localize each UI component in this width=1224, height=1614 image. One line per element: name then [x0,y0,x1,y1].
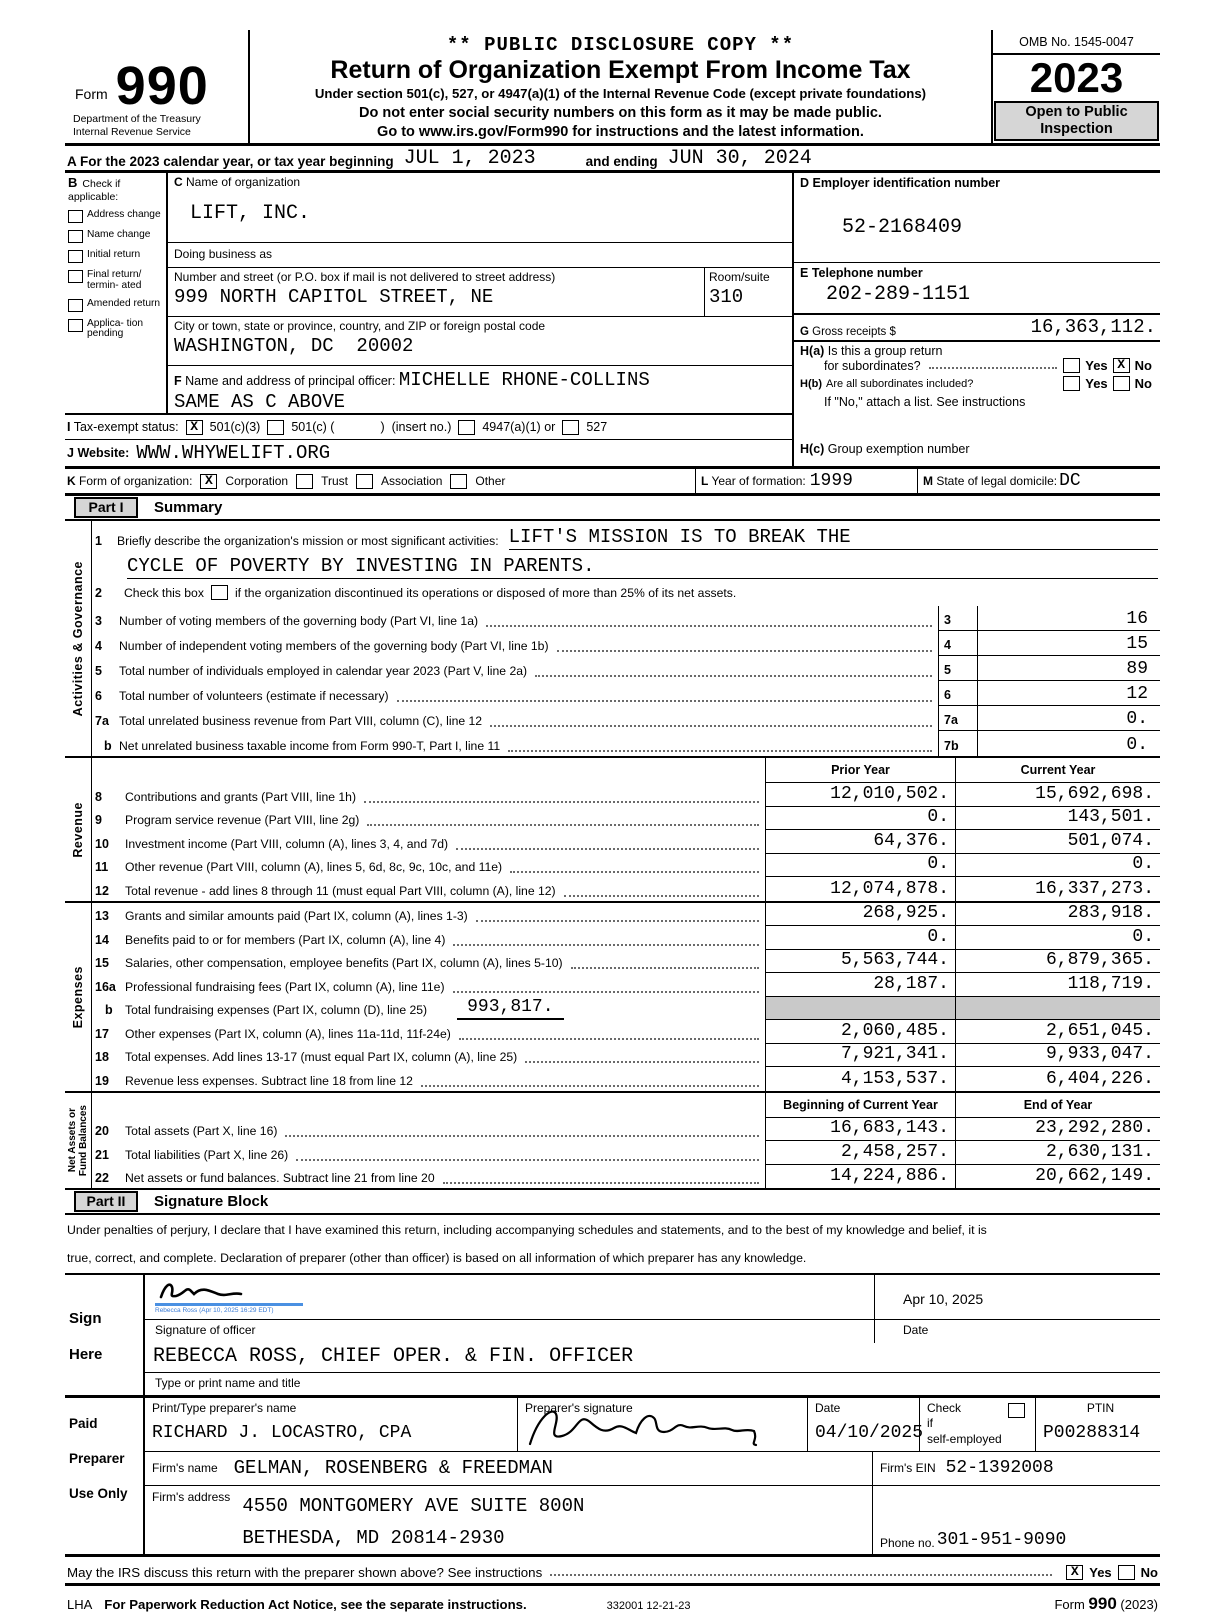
form-number: 990 [115,56,209,116]
irs-discuss-yes-checkbox[interactable]: X [1066,1565,1083,1580]
line-3-voting-members: 3 Number of voting members of the governing body (Part VI, line 1a) 3 16 [92,606,1160,631]
form-code: 332001 12-21-23 [606,1600,691,1613]
beginning-of-year-header: Beginning of Current Year [765,1093,955,1118]
gross-receipts-field[interactable]: 16,363,112. [1030,316,1156,339]
paid-word: Paid [69,1415,98,1431]
address-change-row: Address change [68,210,164,223]
principal-officer-address-field[interactable]: SAME AS C ABOVE [174,391,346,414]
line-16b-shaded-prior [765,997,955,1021]
year-of-formation-cell: L Year of formation: 1999 [695,469,917,493]
status-527-checkbox[interactable] [562,420,579,435]
status-501c3-checkbox[interactable]: X [186,420,203,435]
irs-discuss-row: May the IRS discuss this return with the preparer shown above? See instructions X Yes No [65,1557,1160,1586]
line-a-id: A [67,154,77,170]
self-employed-checkbox[interactable] [1008,1403,1025,1418]
name-change-row: Name change [68,230,164,243]
group-return-no-checkbox[interactable]: X [1113,358,1130,373]
part2-title: Signature Block [154,1193,269,1211]
line-16b-total-fundraising: b Total fundraising expenses (Part IX, column (D), line 25) 993,817. [92,997,1160,1021]
net-assets-section [65,1093,1160,1191]
preparer-word: Preparer [69,1450,125,1466]
application-pending-checkbox[interactable] [68,319,83,332]
line-5-value: 89 [1126,658,1148,679]
firm-name-field[interactable]: GELMAN, ROSENBERG & FREEDMAN [233,1457,553,1480]
principal-officer-cell: F Name and address of principal officer: MICHELLE RHONE-COLLINS SAME AS C ABOVE [168,366,792,413]
preparer-name-field[interactable]: RICHARD J. LOCASTRO, CPA [152,1422,412,1443]
line-16a-fundraising-fees: 16a Professional fundraising fees (Part IX, column (A), line 11e) 28,187. 118,719. [92,973,1160,997]
line-17-other-expenses: 17 Other expenses (Part IX, column (A), lines 11a-11d, 11f-24e) 2,060,485. 2,651,045. [92,1020,1160,1044]
ptin-field[interactable]: P00288314 [1043,1422,1141,1443]
paperwork-notice: For Paperwork Reduction Act Notice, see the separate instructions. [104,1597,527,1613]
line-7b-value: 0. [1126,734,1148,755]
principal-officer-field[interactable]: MICHELLE RHONE-COLLINS [398,369,650,392]
preparer-signature-label: Preparer's signature [525,1400,633,1415]
irs: Internal Revenue Service [73,125,191,138]
final-return-checkbox[interactable] [68,270,83,283]
officer-signature-cell[interactable] [145,1275,874,1320]
irs-discuss-label: May the IRS discuss this return with the preparer shown above? See instructions [67,1565,543,1581]
principal-officer-label: Name and address of principal officer: [185,374,396,389]
street-label: Number and street (or P.O. box if mail is not delivered to street address) [174,270,556,285]
year-of-formation-field[interactable]: 1999 [809,471,853,492]
dba-cell [168,243,792,268]
phone-field[interactable]: 202-289-1151 [826,283,971,307]
phone-no-cell [872,1486,1160,1555]
name-change-checkbox[interactable] [68,230,83,243]
form-subtitle-2: Do not enter social security numbers on this form as it may be made public. [359,105,882,122]
firm-ein-cell [872,1452,1160,1485]
mission-line-1: 1 Briefly describe the organization's mission or most significant activities: LIFT'S MISSION IS TO BREAK THE [92,521,1160,550]
check-if-applicable-column: B Check if applicable: Address change Name change Initial return Final return/ termin- ated Amended return Applica- tion pending [65,173,168,413]
year-columns-header [92,758,1160,783]
corporation-checkbox[interactable]: X [200,474,217,489]
firm-address-label: Firm's address [152,1489,231,1504]
line-20-total-assets: 20 Total assets (Part X, line 16) 16,683,143. 23,292,280. [92,1118,1160,1142]
initial-return-checkbox[interactable] [68,250,83,263]
line-13-grants-paid: 13 Grants and similar amounts paid (Part IX, column (A), lines 1-3) 268,925. 283,918. [92,903,1160,927]
balance-columns-header [92,1093,1160,1118]
preparer-signature [518,1400,803,1452]
line-16b-shaded-current [955,997,1160,1021]
line-11-other-revenue: 11 Other revenue (Part VIII, column (A), lines 5, 6d, 8c, 9c, 10c, and 11e) 0. 0. [92,854,1160,878]
lha-label: LHA [67,1597,93,1613]
room-suite-field[interactable]: 310 [709,286,744,309]
phone-no-label: Phone no. [880,1536,935,1551]
form-of-organization-row: K Form of organization: X Corporation Trust Association Other L Year of formation: 1999 M State of legal domicile: DC [65,469,1160,496]
subordinates-no-checkbox[interactable] [1113,376,1130,391]
check-if-applicable-label: Check if applicable: [68,178,121,204]
form-word: Form [75,85,108,102]
line-5-employees: 5 Total number of individuals employed in calendar year 2023 (Part V, line 2a) 5 89 [92,656,1160,681]
mission-field-line1[interactable]: LIFT'S MISSION IS TO BREAK THE [509,526,1158,550]
website-field[interactable]: WWW.WHYWELIFT.ORG [136,442,331,465]
dba-label: Doing business as [174,247,273,262]
part2-box: Part II [74,1191,138,1212]
sign-here-block [65,1275,1160,1398]
gross-receipts-label: Gross receipts $ [812,326,896,339]
omb-number: OMB No. 1545-0047 [993,30,1160,55]
officer-sign-date-cell[interactable]: Apr 10, 2025 [874,1275,1160,1320]
irs-discuss-no-checkbox[interactable] [1118,1565,1135,1580]
firm-ein-label: Firm's EIN [880,1461,936,1476]
line-8-contributions: 8 Contributions and grants (Part VIII, line 1h) 12,010,502. 15,692,698. [92,783,1160,807]
line-16b-value: 993,817. [457,997,563,1021]
preparer-date-field[interactable]: 04/10/2025 [815,1422,924,1443]
line-15-salaries: 15 Salaries, other compensation, employee benefits (Part IX, column (A), lines 5-10) 5,563,744. 6,879,365. [92,950,1160,974]
officer-signature [155,1279,275,1301]
date-label: Date [874,1320,1160,1343]
tax-year-end-field[interactable]: JUN 30, 2024 [667,147,812,171]
line-a-label: For the 2023 calendar year, or tax year beginning [80,154,394,170]
org-info-block [65,173,1160,469]
status-501c-checkbox[interactable] [267,420,284,435]
expenses-section [65,903,1160,1093]
group-return-yes-checkbox[interactable] [1063,358,1080,373]
ptin-cell [1035,1398,1160,1451]
other-org-checkbox[interactable] [450,474,467,489]
part1-box: Part I [74,497,138,518]
line-4-independent-members: 4 Number of independent voting members of the governing body (Part VI, line 1b) 4 15 [92,631,1160,656]
open-to-public-box: Open to Public Inspection [996,103,1157,139]
form-footer-id: Form 990 (2023) [1054,1594,1158,1614]
preparer-signature-cell[interactable] [517,1398,807,1451]
line-12-total-revenue: 12 Total revenue - add lines 8 through 11 (must equal Part VIII, column (A), line 12) 12,074,878. 16,337,273. [92,877,1160,901]
association-checkbox[interactable] [356,474,373,489]
firm-ein-field[interactable]: 52-1392008 [945,1458,1054,1479]
group-exemption-row: H(c) Group exemption number [800,442,970,457]
sign-word: Sign [69,1309,102,1327]
governance-section [65,521,1160,758]
end-of-year-header: End of Year [955,1093,1160,1118]
tax-exempt-status-row: I Tax-exempt status: X 501(c)(3) 501(c) ( ) (insert no.) 4947(a)(1) or 527 [65,415,792,440]
tax-year-row [65,146,1160,173]
gross-receipts-cell: G Gross receipts $ 16,363,112. [794,315,1160,342]
final-return-row: Final return/ termin- ated [68,270,164,291]
sidebar-activities-governance: Activities & Governance [71,561,85,717]
sidebar-net-assets-1: Net Assets or [67,1108,78,1173]
title-block [248,30,993,143]
dept-treasury: Department of the Treasury [73,113,201,126]
website-row: J Website: WWW.WHYWELIFT.ORG [67,442,331,465]
org-name-label: Name of organization [186,175,301,190]
line-4-value: 15 [1126,633,1148,654]
website-label: Website: [77,446,130,461]
form-subtitle-1: Under section 501(c), 527, or 4947(a)(1) of the Internal Revenue Code (except private foundations) [314,86,927,102]
city-label: City or town, state or province, country, and ZIP or foreign postal code [174,319,546,334]
line-14-member-benefits: 14 Benefits paid to or for members (Part IX, column (A), line 4) 0. 0. [92,926,1160,950]
city-field[interactable]: WASHINGTON, DC 20002 [174,335,414,358]
group-return-question: H(a) Is this a group return [800,344,943,359]
form-number-block [65,30,248,143]
discontinued-checkbox[interactable] [211,585,228,600]
preparer-date-label: Date [815,1400,841,1415]
ptin-label: PTIN [1086,1400,1115,1415]
firm-name-label: Firm's name [152,1461,218,1476]
current-year-header: Current Year [955,758,1160,783]
state-of-domicile-field[interactable]: DC [1059,471,1081,492]
ein-cell: D Employer identification number 52-2168409 [794,173,1160,263]
and-ending-label: and ending [585,154,658,170]
part1-header [65,496,1160,521]
application-pending-row: Applica- tion pending [68,319,164,340]
line-7a-value: 0. [1126,708,1148,729]
self-employed-cell: Check if self-employed [919,1398,1035,1451]
amended-return-checkbox[interactable] [68,299,83,312]
phone-label: Telephone number [811,266,923,281]
line-6-value: 12 [1126,683,1148,704]
omb-block [993,30,1160,143]
discontinued-operations-line: 2 Check this box if the organization discontinued its operations or disposed of more than 25% of its net assets. [95,585,737,600]
sidebar-expenses: Expenses [71,965,85,1028]
subordinates-included-row: H(b) Are all subordinates included? Yes No [800,376,1152,392]
line-22-net-assets: 22 Net assets or fund balances. Subtract line 21 from line 20 14,224,886. 20,662,149. [92,1165,1160,1189]
line-21-total-liabilities: 21 Total liabilities (Part X, line 26) 2,458,257. 2,630,131. [92,1141,1160,1165]
line-7b-taxable-income: b Net unrelated business taxable income from Form 990-T, Part I, line 11 7b 0. [92,731,1160,756]
line-19-revenue-less-expenses: 19 Revenue less expenses. Subtract line 18 from line 12 4,153,537. 6,404,226. [92,1067,1160,1091]
street-field[interactable]: 999 NORTH CAPITOL STREET, NE [174,286,494,309]
amended-return-row: Amended return [68,299,164,312]
address-change-checkbox[interactable] [68,210,83,223]
form-title: Return of Organization Exempt From Income Tax [330,56,911,84]
prior-year-header: Prior Year [765,758,955,783]
signature-of-officer-label: Signature of officer [155,1322,256,1337]
state-of-domicile-cell: M State of legal domicile: DC [917,469,1160,493]
line-3-value: 16 [1126,608,1148,629]
firm-address-field[interactable]: 4550 MONTGOMERY AVE SUITE 800N BETHESDA, MD 20814-2930 [242,1494,585,1549]
preparer-date-cell [807,1398,924,1451]
revenue-section [65,758,1160,903]
org-name-field[interactable]: LIFT, INC. [190,202,311,226]
ein-field[interactable]: 52-2168409 [842,216,963,240]
street-cell [168,268,792,317]
group-return-answers: for subordinates? Yes X No [824,357,1152,374]
status-4947-checkbox[interactable] [458,420,475,435]
part1-title: Summary [154,499,223,517]
part2-header [65,1190,1160,1215]
preparer-name-label: Print/Type preparer's name [152,1400,297,1415]
sidebar-revenue: Revenue [71,801,85,858]
initial-return-row: Initial return [68,250,164,263]
sidebar-net-assets-2: Fund Balances [78,1104,89,1177]
preparer-name-cell [145,1398,517,1451]
esign-underline [155,1303,303,1306]
room-suite-label: Room/suite [709,270,770,285]
phone-cell: E Telephone number 202-289-1151 [794,263,1160,315]
city-cell [168,317,792,366]
type-print-label: Type or print name and title [155,1375,301,1390]
ein-phone-column [792,173,1160,466]
line-9-program-service: 9 Program service revenue (Part VIII, line 2g) 0. 143,501. [92,807,1160,831]
mission-line-2 [92,550,1160,579]
group-exemption-label: Group exemption number [827,442,970,457]
line-7a-unrelated-revenue: 7a Total unrelated business revenue from Part VIII, column (C), line 12 7a 0. [92,706,1160,731]
org-identity-column [168,173,792,413]
trust-checkbox[interactable] [296,474,313,489]
use-only-word: Use Only [69,1485,128,1501]
mission-field-line2[interactable]: CYCLE OF POVERTY BY INVESTING IN PARENTS. [127,555,1158,579]
perjury-statement: Under penalties of perjury, I declare that I have examined this return, including accompanying schedules and statements, and to the best of my knowledge and belief, it is true, correct, and complete. Declaration of preparer (other than officer) is based on all information of which preparer has any knowledge. [65,1215,1160,1274]
ein-label: Employer identification number [812,176,1001,191]
form-header [65,30,1160,146]
line-18-total-expenses: 18 Total expenses. Add lines 13-17 (must equal Part IX, column (A), line 25) 7,921,341. 9,933,047. [92,1044,1160,1068]
attach-list-note: If "No," attach a list. See instructions [824,395,1026,410]
officer-name-title-field[interactable]: REBECCA ROSS, CHIEF OPER. & FIN. OFFICER [145,1343,1160,1373]
line-10-investment-income: 10 Investment income (Part VIII, column (A), lines 3, 4, and 7d) 64,376. 501,074. [92,830,1160,854]
paid-preparer-block [65,1398,1160,1558]
subordinates-yes-checkbox[interactable] [1063,376,1080,391]
org-name-cell: C Name of organization LIFT, INC. [168,173,792,243]
public-disclosure-banner: ** PUBLIC DISCLOSURE COPY ** [446,34,795,56]
tax-year: 2023 [1029,54,1124,101]
page-footer [65,1586,1160,1614]
esign-note: Rebecca Ross (Apr 10, 2025 16:29 EDT) [155,1306,274,1314]
phone-no-field[interactable]: 301-951-9090 [936,1530,1067,1551]
form-subtitle-3: Go to www.irs.gov/Form990 for instructions and the latest information. [377,124,864,141]
line-6-volunteers: 6 Total number of volunteers (estimate if necessary) 6 12 [92,681,1160,706]
here-word: Here [69,1345,103,1363]
tax-year-begin-field[interactable]: JUL 1, 2023 [403,147,536,171]
